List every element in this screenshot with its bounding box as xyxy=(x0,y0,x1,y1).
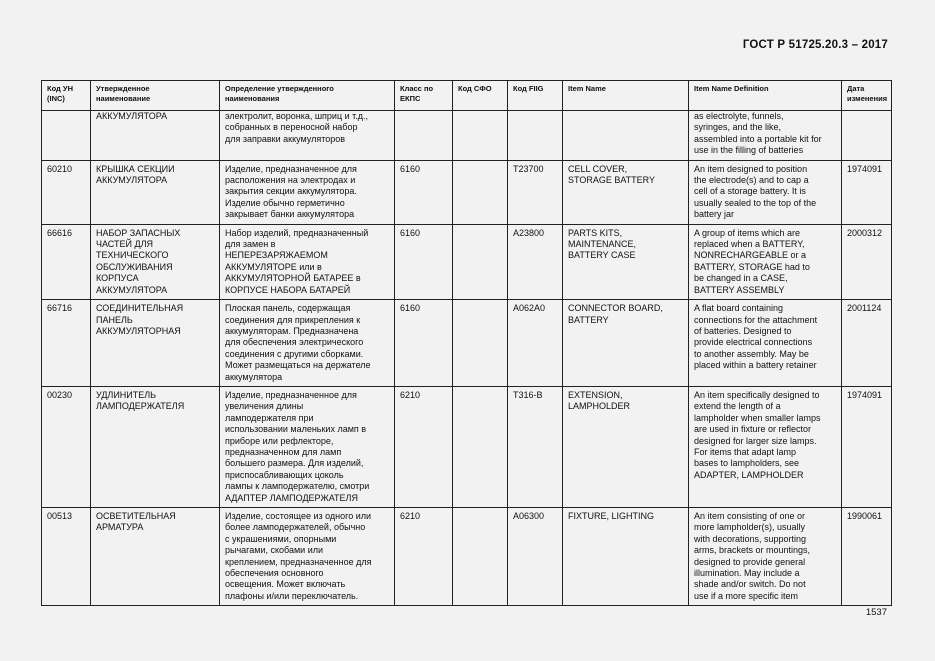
cell-name-definition: Изделие, предназначенное для расположения на электродах и закрытия секции аккумулятора. Изделие обычно герметично закрывает банки аккумулятора xyxy=(220,160,395,224)
cell-change-date: 1974091 xyxy=(842,386,892,507)
cell-item-name-definition: as electrolyte, funnels, syringes, and the like, assembled into a portable kit for use in the filling of batteries xyxy=(689,111,842,161)
cell-ekps-class: 6210 xyxy=(395,508,453,606)
cell-sfo-code xyxy=(453,300,508,387)
table-row xyxy=(42,386,892,507)
page-number: 1537 xyxy=(865,607,887,618)
cell-sfo-code xyxy=(453,224,508,299)
cell-item-name: FIXTURE, LIGHTING xyxy=(563,508,689,606)
cell-inc-code: 66716 xyxy=(42,300,91,387)
table-row xyxy=(42,160,892,224)
cell-inc-code: 00513 xyxy=(42,508,91,606)
cell-ekps-class: 6210 xyxy=(395,386,453,507)
cell-name-definition: Изделие, состоящее из одного или более ламподержателей, обычно с украшениями, опорными рычагами, скобами или креплением, предназначенное для обеспечения основного освещения. Может включать плафоны и/или переключатель. xyxy=(220,508,395,606)
cell-ekps-class: 6160 xyxy=(395,300,453,387)
cell-item-name: CONNECTOR BOARD, BATTERY xyxy=(563,300,689,387)
header-fiig-code: Код FIIG xyxy=(508,81,563,111)
header-sfo-code: Код СФО xyxy=(453,81,508,111)
cell-item-name: CELL COVER, STORAGE BATTERY xyxy=(563,160,689,224)
cell-change-date xyxy=(842,111,892,161)
cell-ekps-class: 6160 xyxy=(395,224,453,299)
table-row xyxy=(42,300,892,387)
cell-sfo-code xyxy=(453,508,508,606)
cell-item-name-definition: A group of items which are replaced when a BATTERY, NONRECHARGEABLE or a BATTERY, STORAGE had to be changed in a CASE, BATTERY ASSEMBLY xyxy=(689,224,842,299)
cell-approved-name: ОСВЕТИТЕЛЬНАЯ АРМАТУРА xyxy=(91,508,220,606)
cell-fiig-code: A23800 xyxy=(508,224,563,299)
cell-inc-code: 60210 xyxy=(42,160,91,224)
cell-change-date: 1990061 xyxy=(842,508,892,606)
cell-fiig-code: A062A0 xyxy=(508,300,563,387)
cell-fiig-code xyxy=(508,111,563,161)
cell-item-name: PARTS KITS, MAINTENANCE, BATTERY CASE xyxy=(563,224,689,299)
cell-item-name-definition: An item designed to position the electrode(s) and to cap a cell of a storage battery. It is usually sealed to the top of the battery jar xyxy=(689,160,842,224)
cell-inc-code: 00230 xyxy=(42,386,91,507)
cell-item-name: EXTENSION, LAMPHOLDER xyxy=(563,386,689,507)
cell-change-date: 1974091 xyxy=(842,160,892,224)
header-name-definition: Определение утвержденного наименования xyxy=(220,81,395,111)
cell-inc-code xyxy=(42,111,91,161)
cell-approved-name: СОЕДИНИТЕЛЬНАЯ ПАНЕЛЬ АККУМУЛЯТОРНАЯ xyxy=(91,300,220,387)
cell-name-definition: Набор изделий, предназначенный для замен в НЕПЕРЕЗАРЯЖАЕМОМ АККУМУЛЯТОРЕ или в АККУМУЛЯТОРНОЙ БАТАРЕЕ в КОРПУСЕ НАБОРА БАТАРЕЙ xyxy=(220,224,395,299)
table-row xyxy=(42,508,892,606)
cell-item-name xyxy=(563,111,689,161)
cell-sfo-code xyxy=(453,111,508,161)
header-ekps-class: Класс по ЕКПС xyxy=(395,81,453,111)
cell-fiig-code: T316-B xyxy=(508,386,563,507)
classification-table xyxy=(41,80,892,606)
cell-approved-name: НАБОР ЗАПАСНЫХ ЧАСТЕЙ ДЛЯ ТЕХНИЧЕСКОГО ОБСЛУЖИВАНИЯ КОРПУСА АККУМУЛЯТОРА xyxy=(91,224,220,299)
cell-change-date: 2001124 xyxy=(842,300,892,387)
cell-ekps-class: 6160 xyxy=(395,160,453,224)
cell-approved-name: КРЫШКА СЕКЦИИ АККУМУЛЯТОРА xyxy=(91,160,220,224)
cell-inc-code: 66616 xyxy=(42,224,91,299)
header-inc-code: Код УН (INC) xyxy=(42,81,91,111)
cell-sfo-code xyxy=(453,160,508,224)
cell-name-definition: Изделие, предназначенное для увеличения длины ламподержателя при использовании маленьких ламп в приборе или рефлекторе, предназначенном для ламп большего размера. Для изделий, приспосабливающих цоколь лампы к ламподержателю, смотри АДАПТЕР ЛАМПОДЕРЖАТЕЛЯ xyxy=(220,386,395,507)
cell-approved-name: УДЛИНИТЕЛЬ ЛАМПОДЕРЖАТЕЛЯ xyxy=(91,386,220,507)
header-approved-name: Утвержденное наименование xyxy=(91,81,220,111)
cell-fiig-code: T23700 xyxy=(508,160,563,224)
table-row xyxy=(42,224,892,299)
cell-fiig-code: A06300 xyxy=(508,508,563,606)
cell-approved-name: АККУМУЛЯТОРА xyxy=(91,111,220,161)
table-row xyxy=(42,111,892,161)
header-item-name-definition: Item Name Definition xyxy=(689,81,842,111)
cell-item-name-definition: An item consisting of one or more lampholder(s), usually with decorations, supporting arms, brackets or mountings, designed to provide general illumination. May include a shade and/or switch. Do not use if a more specific item xyxy=(689,508,842,606)
cell-item-name-definition: A flat board containing connections for the attachment of batteries. Designed to provide electrical connections to another assembly. May be placed within a battery retainer xyxy=(689,300,842,387)
document-header: ГОСТ Р 51725.20.3 – 2017 xyxy=(742,39,888,51)
cell-name-definition: Плоская панель, содержащая соединения для прикрепления к аккумуляторам. Предназначена для обеспечения электрического соединения с другими сборками. Может размещаться на держателе аккумулятора xyxy=(220,300,395,387)
cell-name-definition: электролит, воронка, шприц и т.д., собранных в переносной набор для заправки аккумуляторов xyxy=(220,111,395,161)
table-header-row xyxy=(42,81,892,111)
header-change-date: Дата изменения xyxy=(842,81,892,111)
cell-item-name-definition: An item specifically designed to extend the length of a lampholder when smaller lamps are used in fixture or reflector designed for larger size lamps. For items that adapt lamp bases to lampholders, see ADAPTER, LAMPHOLDER xyxy=(689,386,842,507)
cell-change-date: 2000312 xyxy=(842,224,892,299)
header-item-name: Item Name xyxy=(563,81,689,111)
cell-sfo-code xyxy=(453,386,508,507)
cell-ekps-class xyxy=(395,111,453,161)
